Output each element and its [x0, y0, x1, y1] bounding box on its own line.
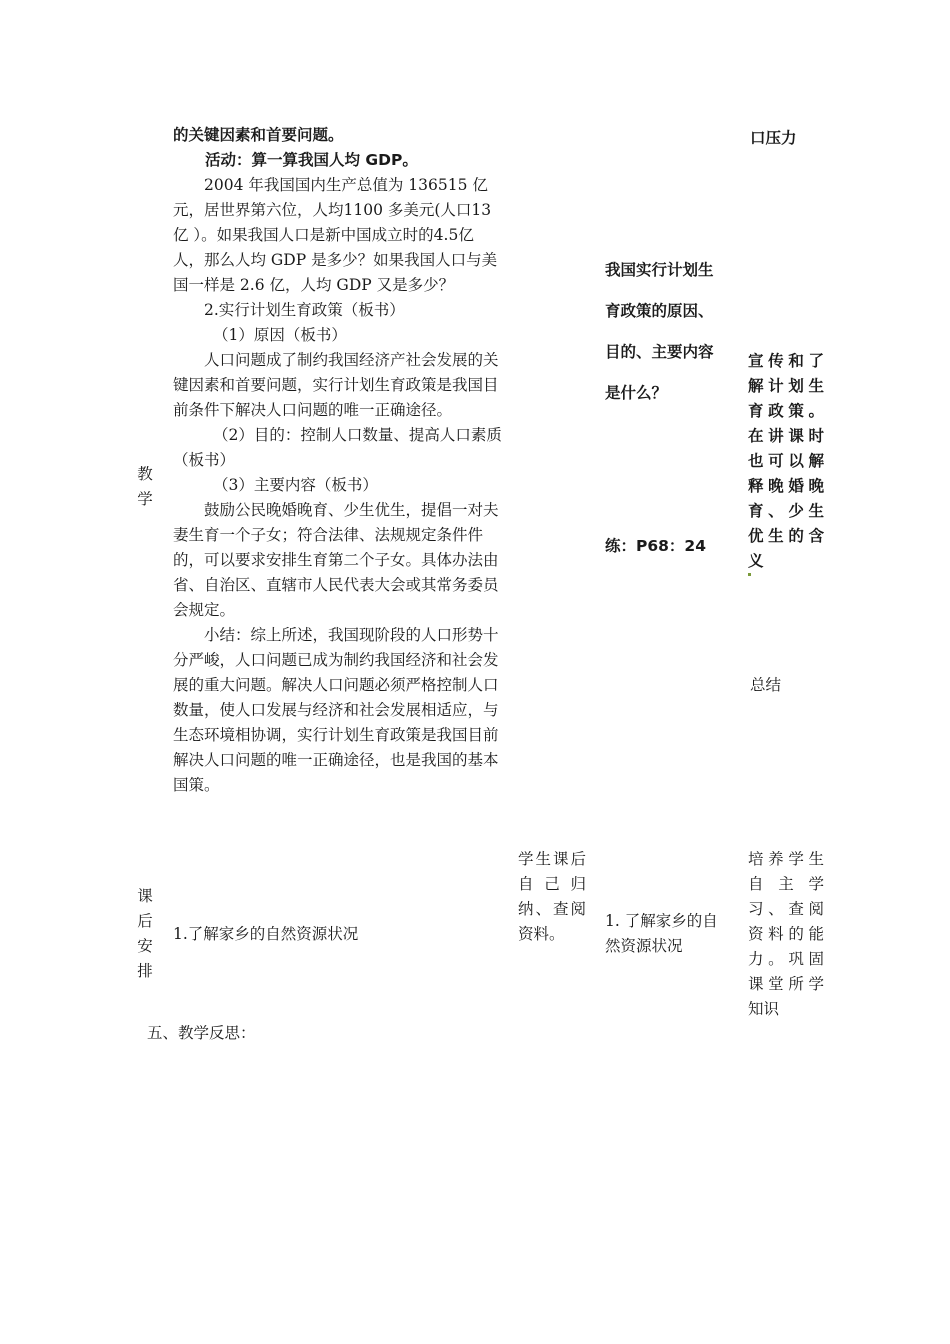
question-line: 是什么？ [605, 384, 668, 402]
question-block [605, 250, 745, 414]
task2-line: 1. 了解家乡的自 [605, 912, 718, 930]
practice-text: 练：P68：24 [605, 537, 706, 555]
intent-line: 释晚婚晚 [748, 477, 824, 495]
cultivate-line: 知识 [748, 1000, 780, 1018]
teaching-label-char: 教 [137, 465, 153, 483]
reason-heading: （1）原因（板书） [213, 326, 347, 344]
cultivate-line: 自主学 [748, 875, 824, 893]
activity-title: 活动：算一算我国人均 GDP。 [205, 151, 418, 169]
reflection-heading: 五、教学反思： [147, 1024, 256, 1042]
main-top-line: 的关键因素和首要问题。 [173, 126, 344, 144]
section-2-heading: 2.实行计划生育政策（板书） [204, 301, 405, 319]
after-class-task: 1.了解家乡的自然资源状况 [173, 925, 359, 943]
task2-block [605, 909, 745, 959]
marker-dot [748, 573, 751, 576]
intent-line: 育、少生 [748, 502, 824, 520]
cultivate-line: 力。巩固 [748, 950, 824, 968]
intent-line: 义 [748, 552, 764, 570]
intent-line: 解计划生 [748, 377, 824, 395]
student-activity-line: 自己归 [518, 875, 586, 893]
question-line: 育政策的原因、 [605, 302, 714, 320]
student-activity-line: 学生课后 [518, 850, 586, 868]
activity-text: 2004 年我国国内生产总值为 136515 亿元，居世界第六位，人均1100 多美元(人口13 亿 ）。如果我国人口是新中国成立时的4.5亿人，那么人均 GDP 是多少？如果我国人口与美国一样是 2.6 亿，人均 GDP 又是多少？ [173, 176, 498, 294]
summary-label: 总结 [750, 676, 782, 694]
content-heading: （3）主要内容（板书） [213, 476, 378, 494]
right-top-text: 口压力 [750, 129, 797, 147]
intent-line: 在讲课时 [748, 427, 824, 445]
question-line: 我国实行计划生 [605, 261, 714, 279]
cultivate-line: 课堂所学 [748, 975, 824, 993]
teaching-label [136, 462, 154, 512]
cultivate-line: 资料的能 [748, 925, 824, 943]
teaching-label-char: 学 [137, 490, 153, 508]
task2-line: 然资源状况 [605, 937, 683, 955]
intent-block [748, 349, 824, 574]
cultivate-block [748, 847, 824, 1022]
purpose-text: （2）目的：控制人口数量、提高人口素质（板书） [173, 426, 502, 469]
summary-text: 小结：综上所述，我国现阶段的人口形势十分严峻，人口问题已成为制约我国经济和社会发展的重大问题。解决人口问题必须严格控制人口数量，使人口发展与经济和社会发展相适应，与生态环境相协调，实行计划生育政策是我国目前解决人口问题的唯一正确途径，也是我国的基本国策。 [173, 626, 499, 794]
intent-line: 也可以解 [748, 452, 824, 470]
after-class-label-char: 排 [137, 962, 153, 980]
student-activity-block [518, 847, 586, 947]
after-class-label-char: 课 [137, 887, 153, 905]
after-class-label [136, 884, 154, 984]
cultivate-line: 习、查阅 [748, 900, 824, 918]
intent-line: 育政策。 [748, 402, 824, 420]
cultivate-line: 培养学生 [748, 850, 824, 868]
student-activity-line: 纳、查阅 [518, 900, 586, 918]
intent-line: 优生的含 [748, 527, 824, 545]
student-activity-line: 资料。 [518, 925, 565, 943]
question-line: 目的、主要内容 [605, 343, 714, 361]
main-body [173, 173, 503, 798]
after-class-label-char: 安 [137, 937, 153, 955]
after-class-label-char: 后 [137, 912, 153, 930]
content-text: 鼓励公民晚婚晚育、少生优生，提倡一对夫妻生育一个子女；符合法律、法规规定条件件的，可以要求安排生育第二个子女。具体办法由省、自治区、直辖市人民代表大会或其常务委员会规定。 [173, 501, 499, 619]
reason-text: 人口问题成了制约我国经济产社会发展的关键因素和首要问题，实行计划生育政策是我国目前条件下解决人口问题的唯一正确途径。 [173, 351, 499, 419]
intent-line: 宣传和了 [748, 352, 824, 370]
